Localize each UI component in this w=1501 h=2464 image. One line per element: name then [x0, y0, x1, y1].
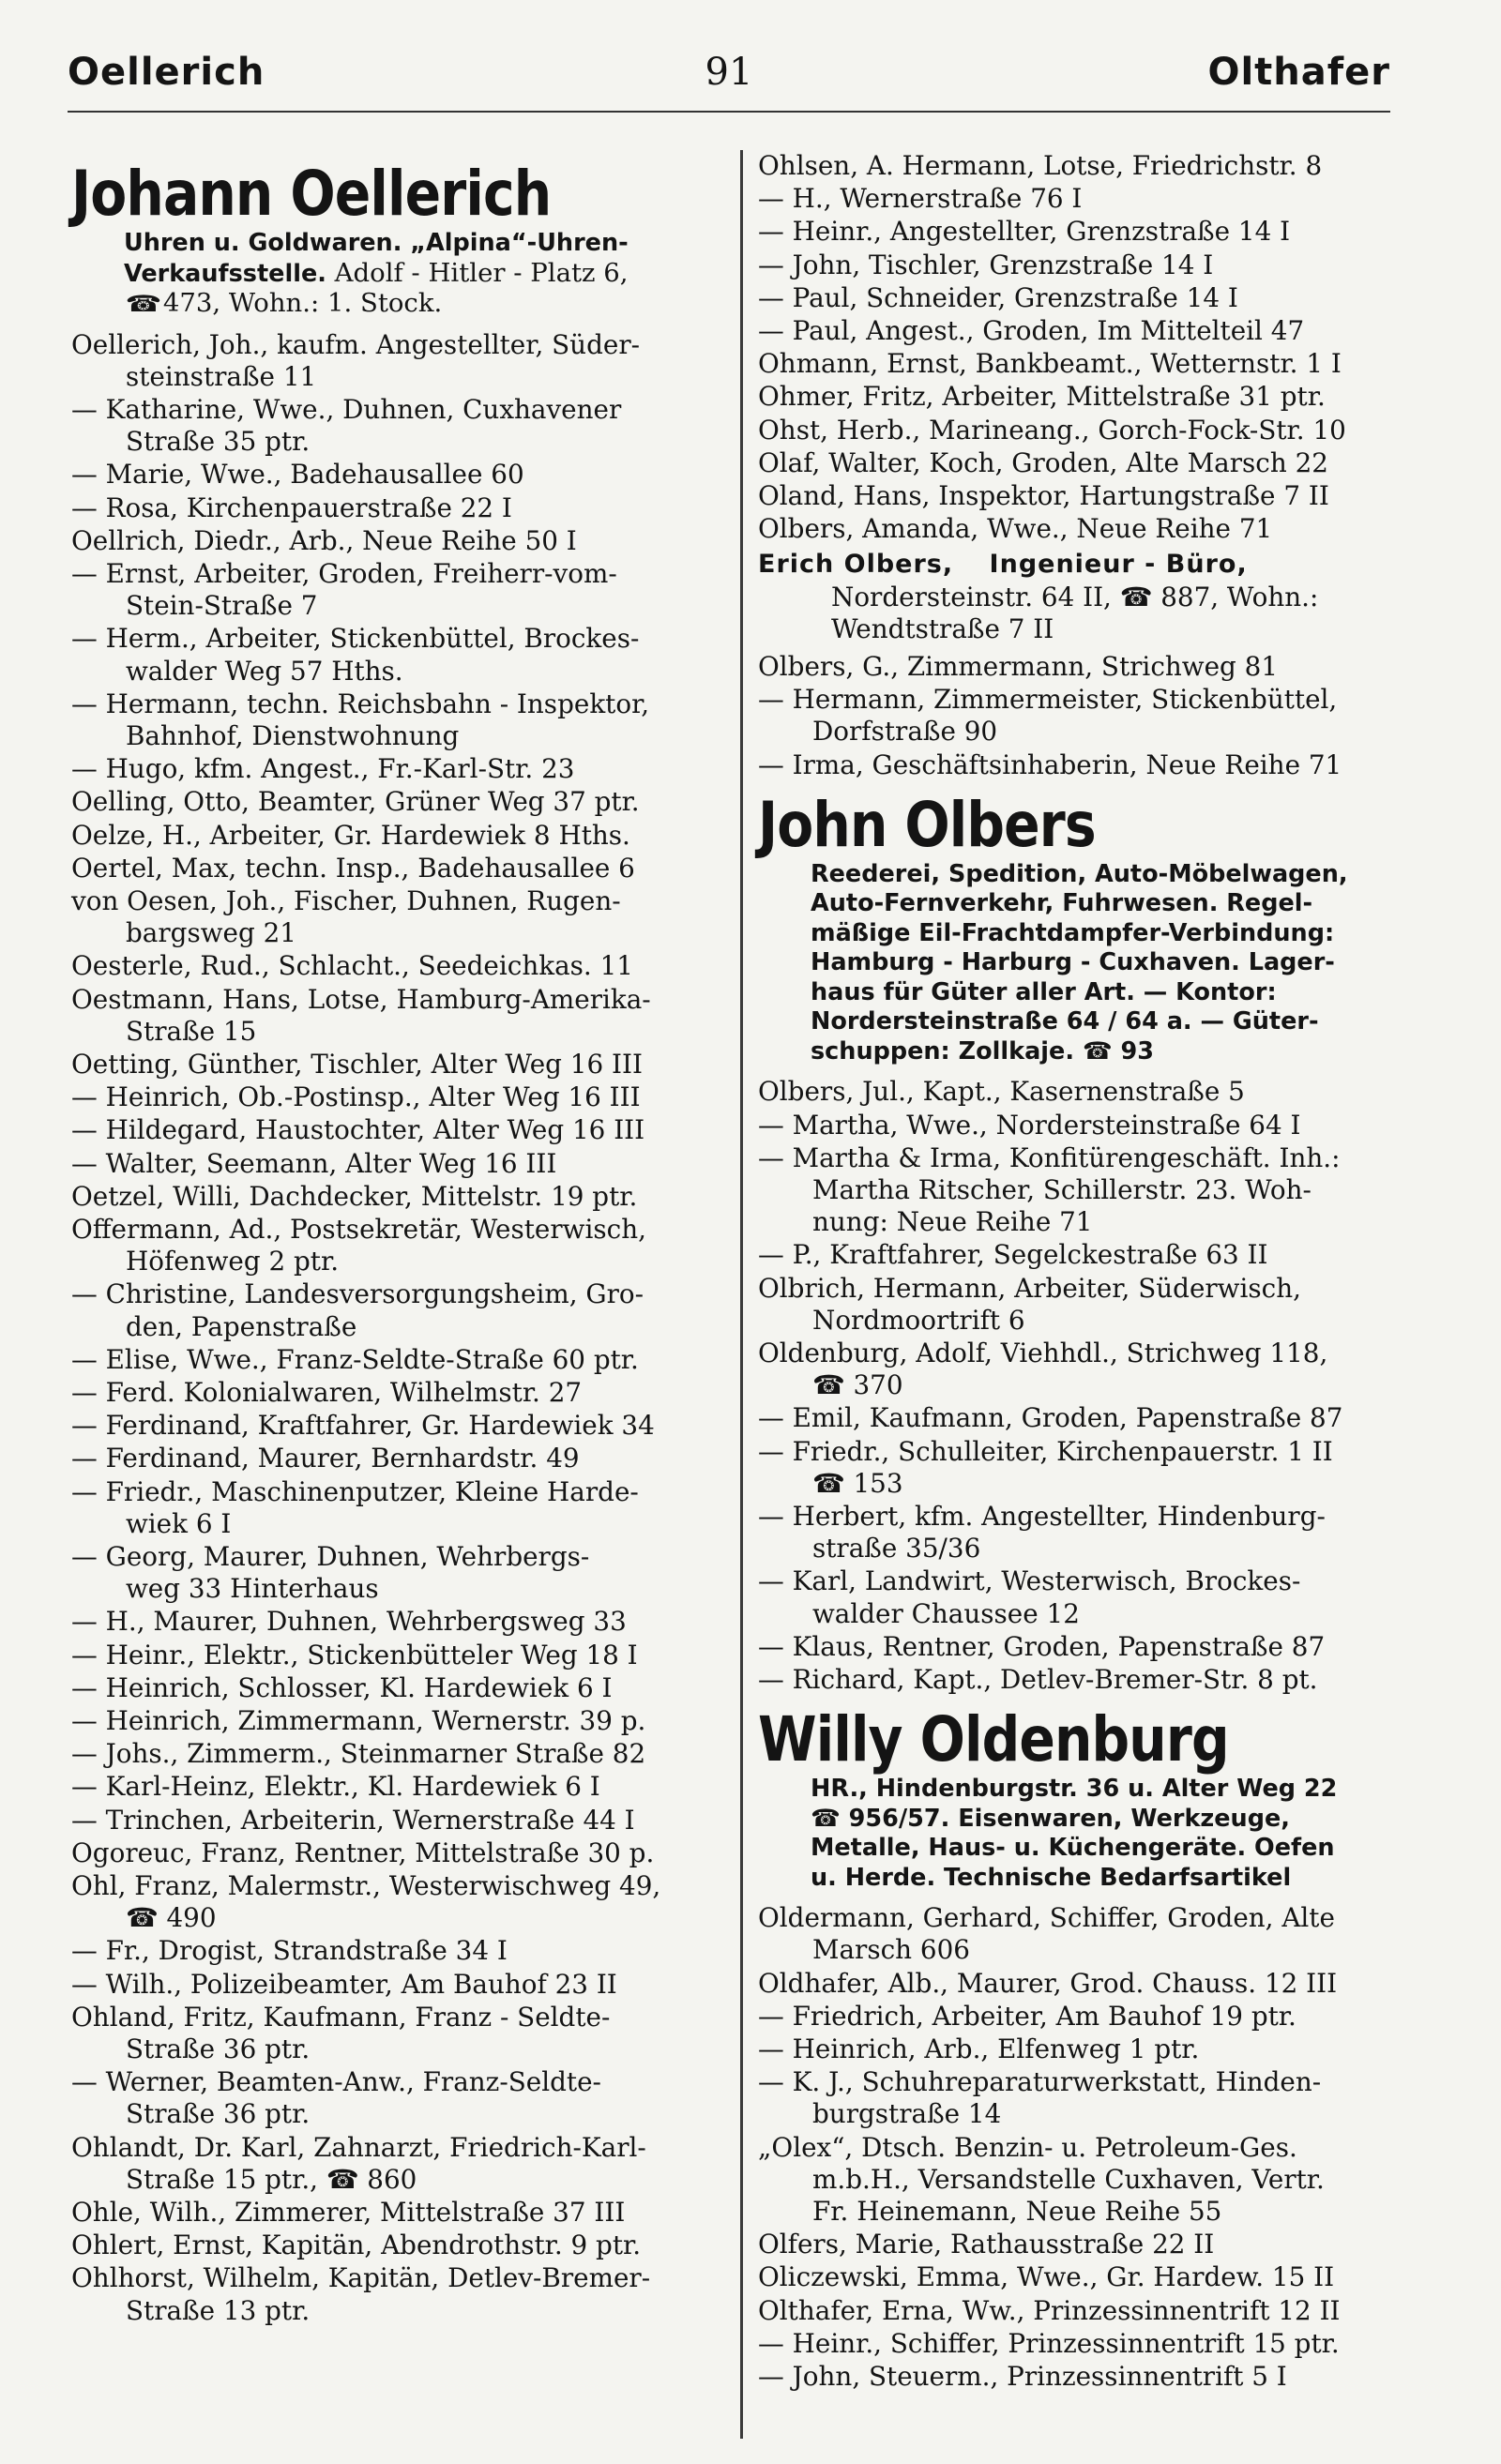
entry-line: — Irma, Geschäftsinhaberin, Neue Reihe 71 [758, 748, 1342, 780]
ad-name: Willy Oldenburg [758, 1703, 1229, 1776]
directory-entry [71, 950, 730, 982]
firm-line: Wendtstraße 7 II [831, 612, 1054, 644]
directory-entry [71, 558, 730, 622]
ad-line: ☎ 956/57. Eisenwaren, Werkzeuge, [811, 1804, 1290, 1833]
directory-entry [758, 684, 1415, 748]
directory-entry [71, 459, 730, 491]
entry-line: Nordmoortrift 6 [812, 1304, 1025, 1336]
entry-line: — Martha & Irma, Konfitürengeschäft. Inh.: [758, 1141, 1341, 1173]
directory-entry [71, 688, 730, 752]
entry-line: — Karl, Landwirt, Westerwisch, Brockes- [758, 1565, 1301, 1597]
directory-entry [71, 1640, 730, 1671]
directory-entry [758, 381, 1415, 413]
entry-line: Oland, Hans, Inspektor, Hartungstraße 7 II [758, 480, 1329, 512]
directory-entry [71, 1476, 730, 1540]
page-header [68, 45, 1390, 113]
directory-entry [71, 1935, 730, 1967]
entry-line: — Christine, Landesversorgungsheim, Gro- [71, 1278, 644, 1310]
entry-line: bargsweg 21 [126, 917, 296, 949]
ad-line: Adolf - Hitler - Platz 6, [326, 257, 629, 288]
ad-line: Reederei, Spedition, Auto-Möbelwagen, [811, 859, 1348, 888]
entry-line: — Karl-Heinz, Elektr., Kl. Hardewiek 6 I [71, 1771, 600, 1803]
entry-line: — P., Kraftfahrer, Segelckestraße 63 II [758, 1239, 1268, 1271]
entry-line: — H., Maurer, Duhnen, Wehrbergsweg 33 [71, 1606, 627, 1638]
entry-line: — Hugo, kfm. Angest., Fr.-Karl-Str. 23 [71, 753, 575, 785]
directory-entry [71, 1837, 730, 1869]
directory-entry [758, 1239, 1415, 1271]
directory-entry [758, 1902, 1415, 1966]
directory-entry [71, 1278, 730, 1342]
right-entry-list-3 [758, 1076, 1415, 1696]
entry-line: — Katharine, Wwe., Duhnen, Cuxhavener [71, 393, 622, 425]
entry-line: ☎ 153 [812, 1467, 903, 1499]
entry-line: — Walter, Seemann, Alter Weg 16 III [71, 1147, 557, 1179]
directory-entry [758, 282, 1415, 314]
ad-line: HR., Hindenburgstr. 36 u. Alter Weg 22 [811, 1775, 1338, 1804]
directory-entry [758, 150, 1415, 182]
left-column [71, 150, 730, 2328]
entry-line: — Paul, Schneider, Grenzstraße 14 I [758, 281, 1238, 313]
directory-entry [758, 1565, 1415, 1629]
entry-line: Oertel, Max, techn. Insp., Badehausallee 6 [71, 852, 635, 884]
directory-entry [758, 2295, 1415, 2327]
directory-entry [71, 2132, 730, 2196]
directory-entry [758, 2066, 1415, 2130]
directory-entry [758, 249, 1415, 281]
directory-entry [71, 1606, 730, 1638]
entry-line: — Hermann, Zimmermeister, Stickenbüttel, [758, 684, 1338, 716]
ad-line: 473, Wohn.: 1. Stock. [162, 288, 443, 318]
directory-entry [71, 1672, 730, 1704]
entry-line: — Emil, Kaufmann, Groden, Papenstraße 87 [758, 1402, 1343, 1434]
entry-line: ☎ 370 [812, 1369, 903, 1401]
directory-entry [758, 2361, 1415, 2393]
entry-line: — Heinr., Elektr., Stickenbütteler Weg 18 I [71, 1639, 638, 1670]
firm-name: Erich Olbers, [758, 550, 954, 580]
ad-line: haus für Güter aller Art. — Kontor: [811, 977, 1277, 1006]
entry-line: walder Chaussee 12 [812, 1597, 1080, 1629]
entry-line: — Ernst, Arbeiter, Groden, Freiherr-vom- [71, 557, 617, 589]
entry-line: — Friedr., Maschinenputzer, Kleine Harde- [71, 1475, 639, 1507]
entry-line: Oellerich, Joh., kaufm. Angestellter, Süder- [71, 328, 640, 360]
right-entry-list-2 [758, 651, 1415, 781]
directory-entry [71, 1541, 730, 1605]
entry-line: Bahnhof, Dienstwohnung [126, 719, 460, 751]
entry-line: den, Papenstraße [126, 1310, 357, 1342]
left-entry-list [71, 329, 730, 2327]
entry-line: — Heinrich, Schlosser, Kl. Hardewiek 6 I [71, 1671, 613, 1703]
directory-entry [758, 2229, 1415, 2260]
entry-line: — Herbert, kfm. Angestellter, Hindenburg- [758, 1501, 1326, 1532]
directory-entry [758, 513, 1415, 545]
directory-entry [758, 1664, 1415, 1696]
entry-line: — Elise, Wwe., Franz-Seldte-Straße 60 ptr. [71, 1343, 639, 1375]
entry-line: nung: Neue Reihe 71 [812, 1206, 1093, 1238]
ad-line: Auto-Fernverkehr, Fuhrwesen. Regel- [811, 889, 1313, 918]
directory-entry [758, 1338, 1415, 1401]
header-right-keyword: Olthafer [1207, 51, 1390, 94]
entry-line: Fr. Heinemann, Neue Reihe 55 [812, 2196, 1222, 2228]
ad-john-olbers [758, 788, 1415, 1067]
directory-entry [758, 1142, 1415, 1239]
entry-line: Oelze, H., Arbeiter, Gr. Hardewiek 8 Hths. [71, 819, 630, 851]
right-entry-list-1 [758, 150, 1415, 545]
entry-line: Straße 35 ptr. [126, 426, 311, 458]
directory-entry [71, 1377, 730, 1409]
directory-entry [758, 749, 1415, 781]
directory-entry [71, 1705, 730, 1737]
entry-line: Oesterle, Rud., Schlacht., Seedeichkas. 11 [71, 950, 633, 982]
entry-line: — Friedr., Schulleiter, Kirchenpauerstr. 1 II [758, 1435, 1333, 1467]
entry-line: Ogoreuc, Franz, Rentner, Mittelstraße 30 p. [71, 1837, 655, 1868]
entry-line: — Friedrich, Arbeiter, Am Bauhof 19 ptr. [758, 2000, 1296, 2032]
directory-entry [71, 492, 730, 524]
directory-entry [71, 1969, 730, 2001]
ad-line: mäßige Eil-Frachtdampfer-Verbindung: [811, 918, 1335, 947]
ad-line: Uhren u. Goldwaren. „Alpina“-Uhren- [124, 229, 629, 257]
ad-line: Hamburg - Harburg - Cuxhaven. Lager- [811, 948, 1335, 977]
directory-entry [71, 984, 730, 1048]
entry-line: — Fr., Drogist, Strandstraße 34 I [71, 1935, 508, 1967]
entry-line: steinstraße 11 [126, 360, 317, 392]
entry-line: — Marie, Wwe., Badehausallee 60 [71, 459, 524, 491]
directory-entry [71, 753, 730, 785]
entry-line: — Heinr., Schiffer, Prinzessinnentrift 15 ptr. [758, 2327, 1340, 2359]
entry-line: Oetzel, Willi, Dachdecker, Mittelstr. 19 ptr. [71, 1180, 638, 1212]
entry-line: Ohlandt, Dr. Karl, Zahnarzt, Friedrich-Karl- [71, 2131, 646, 2163]
directory-entry [71, 1738, 730, 1770]
entry-line: von Oesen, Joh., Fischer, Duhnen, Rugen- [71, 884, 621, 916]
directory-entry [71, 525, 730, 557]
entry-line: Olbers, Amanda, Wwe., Neue Reihe 71 [758, 513, 1273, 545]
directory-entry [71, 1344, 730, 1376]
entry-line: Straße 15 [126, 1015, 257, 1047]
directory-entry [758, 216, 1415, 248]
firm-address [758, 582, 1415, 645]
entry-line: — Paul, Angest., Groden, Im Mittelteil 47 [758, 315, 1305, 347]
entry-line: Ohle, Wilh., Zimmerer, Mittelstraße 37 III [71, 2197, 626, 2229]
entry-line: — Heinrich, Arb., Elfenweg 1 ptr. [758, 2033, 1200, 2065]
directory-entry [71, 1081, 730, 1113]
directory-entry [758, 1273, 1415, 1337]
entry-line: „Olex“, Dtsch. Benzin- u. Petroleum-Ges. [758, 2131, 1297, 2163]
ad-johann-oellerich [71, 159, 730, 320]
right-entry-list-4 [758, 1902, 1415, 2393]
directory-entry [758, 1501, 1415, 1565]
ad-text [758, 860, 1415, 1067]
entry-line: ☎ 490 [126, 1902, 217, 1934]
entry-line: Oldenburg, Adolf, Viehhdl., Strichweg 118, [758, 1337, 1328, 1368]
directory-entry [71, 1771, 730, 1803]
firm-heading [758, 549, 1415, 581]
directory-entry [71, 885, 730, 949]
entry-line: Höfenweg 2 ptr. [126, 1246, 340, 1277]
ad-erich-olbers [758, 549, 1415, 645]
entry-line: — Trinchen, Arbeiterin, Wernerstraße 44 I [71, 1804, 635, 1836]
ad-name: John Olbers [758, 788, 1096, 861]
page-number: 91 [705, 51, 753, 94]
directory-entry [71, 1181, 730, 1213]
entry-line: — Werner, Beamten-Anw., Franz-Seldte- [71, 2066, 601, 2098]
directory-entry [71, 2197, 730, 2229]
ad-line: schuppen: Zollkaje. ☎ 93 [811, 1036, 1155, 1066]
directory-entry [71, 2230, 730, 2261]
directory-entry [758, 1110, 1415, 1141]
entry-line: Oldhafer, Alb., Maurer, Grod. Chauss. 12 III [758, 1967, 1338, 1999]
firm-line: Nordersteinstr. 64 II, ☎ 887, Wohn.: [831, 581, 1319, 612]
entry-line: Stein-Straße 7 [126, 590, 318, 622]
firm-title: Ingenieur - Büro, [989, 550, 1248, 580]
entry-line: — Klaus, Rentner, Groden, Papenstraße 87 [758, 1630, 1326, 1662]
directory-entry [71, 2066, 730, 2130]
entry-line: Olbers, Jul., Kapt., Kasernenstraße 5 [758, 1076, 1245, 1108]
entry-line: Oetting, Günther, Tischler, Alter Weg 16 III [71, 1048, 643, 1080]
entry-line: Ohland, Fritz, Kaufmann, Franz - Seldte- [71, 2001, 611, 2033]
directory-entry [71, 1410, 730, 1442]
directory-entry [71, 329, 730, 393]
entry-line: Ohlert, Ernst, Kapitän, Abendrothstr. 9 ptr. [71, 2230, 642, 2261]
entry-line: — Hildegard, Haustochter, Alter Weg 16 III [71, 1114, 645, 1146]
entry-line: Olfers, Marie, Rathausstraße 22 II [758, 2229, 1215, 2260]
directory-entry [758, 1402, 1415, 1434]
entry-line: — Heinrich, Zimmermann, Wernerstr. 39 p. [71, 1705, 646, 1737]
ad-name: Johann Oellerich [71, 158, 552, 230]
directory-entry [71, 1214, 730, 1277]
entry-line: Ohlhorst, Wilhelm, Kapitän, Detlev-Bremer- [71, 2262, 651, 2294]
directory-entry [71, 786, 730, 818]
ad-text [758, 1775, 1415, 1893]
directory-entry [758, 2328, 1415, 2360]
directory-entry [71, 1114, 730, 1146]
entry-line: burgstraße 14 [812, 2098, 1002, 2130]
entry-line: — K. J., Schuhreparaturwerkstatt, Hinden- [758, 2066, 1322, 2098]
directory-entry [758, 2033, 1415, 2065]
entry-line: — Martha, Wwe., Nordersteinstraße 64 I [758, 1109, 1301, 1141]
directory-entry [71, 1805, 730, 1837]
entry-line: straße 35/36 [812, 1533, 981, 1565]
entry-line: — Wilh., Polizeibeamter, Am Bauhof 23 II [71, 1968, 617, 2000]
entry-line: Oliczewski, Emma, Wwe., Gr. Hardew. 15 II [758, 2261, 1335, 2293]
entry-line: — Heinrich, Ob.-Postinsp., Alter Weg 16 III [71, 1081, 641, 1113]
entry-line: Oelling, Otto, Beamter, Grüner Weg 37 ptr. [71, 786, 640, 818]
entry-line: wiek 6 I [126, 1507, 232, 1539]
entry-line: — Richard, Kapt., Detlev-Bremer-Str. 8 pt. [758, 1664, 1318, 1696]
telephone-icon: ☎ [125, 291, 162, 317]
entry-line: Straße 13 ptr. [126, 2294, 311, 2326]
ad-willy-oldenburg [758, 1705, 1415, 1893]
directory-entry [71, 2262, 730, 2326]
entry-line: — Georg, Maurer, Duhnen, Wehrbergs- [71, 1541, 590, 1573]
entry-line: Ohst, Herb., Marineang., Gorch-Fock-Str. 10 [758, 414, 1346, 446]
entry-line: — H., Wernerstraße 76 I [758, 183, 1083, 215]
entry-line: — Johs., Zimmerm., Steinmarner Straße 82 [71, 1738, 646, 1770]
directory-entry [758, 480, 1415, 512]
directory-entry [71, 394, 730, 458]
directory-entry [71, 1049, 730, 1081]
right-column [758, 150, 1415, 2394]
ad-line: Nordersteinstraße 64 / 64 a. — Güter- [811, 1007, 1319, 1036]
entry-line: Oellrich, Diedr., Arb., Neue Reihe 50 I [71, 524, 577, 556]
directory-entry [758, 1968, 1415, 2000]
entry-line: Olbrich, Hermann, Arbeiter, Süderwisch, [758, 1272, 1301, 1304]
entry-line: Martha Ritscher, Schillerstr. 23. Woh- [812, 1173, 1311, 1205]
entry-line: — Hermann, techn. Reichsbahn - Inspektor, [71, 688, 650, 719]
entry-line: — Ferd. Kolonialwaren, Wilhelmstr. 27 [71, 1377, 583, 1408]
directory-entry [71, 1870, 730, 1934]
directory-entry [758, 2001, 1415, 2033]
entry-line: — John, Steuerm., Prinzessinnentrift 5 I [758, 2361, 1287, 2393]
directory-entry [758, 2261, 1415, 2293]
directory-entry [71, 2002, 730, 2065]
header-left-keyword: Oellerich [68, 51, 265, 94]
entry-line: Straße 15 ptr., ☎ 860 [126, 2163, 417, 2195]
directory-entry [758, 1631, 1415, 1663]
entry-line: Marsch 606 [812, 1934, 970, 1966]
directory-entry [758, 1436, 1415, 1500]
entry-line: walder Weg 57 Hths. [126, 655, 403, 687]
entry-line: m.b.H., Versandstelle Cuxhaven, Vertr. [812, 2163, 1325, 2195]
entry-line: Straße 36 ptr. [126, 2098, 311, 2130]
directory-entry [758, 183, 1415, 215]
entry-line: Dorfstraße 90 [812, 716, 998, 748]
entry-line: Ohlsen, A. Hermann, Lotse, Friedrichstr. 8 [758, 150, 1323, 181]
column-divider [740, 150, 743, 2439]
ad-line: u. Herde. Technische Bedarfsartikel [811, 1863, 1292, 1892]
entry-line: Offermann, Ad., Postsekretär, Westerwisch, [71, 1213, 646, 1245]
entry-line: — Ferdinand, Maurer, Bernhardstr. 49 [71, 1443, 580, 1474]
directory-entry [71, 853, 730, 884]
entry-line: — Heinr., Angestellter, Grenzstraße 14 I [758, 216, 1291, 248]
ad-line: Metalle, Haus- u. Küchengeräte. Oefen [811, 1834, 1335, 1863]
directory-entry [758, 447, 1415, 479]
entry-line: Oestmann, Hans, Lotse, Hamburg-Amerika- [71, 983, 651, 1015]
directory-entry [758, 1076, 1415, 1108]
entry-line: Oldermann, Gerhard, Schiffer, Groden, Alte [758, 1902, 1335, 1934]
entry-line: — Ferdinand, Kraftfahrer, Gr. Hardewiek 34 [71, 1410, 655, 1442]
directory-entry [71, 820, 730, 852]
entry-line: Straße 36 ptr. [126, 2033, 311, 2065]
entry-line: Ohmer, Fritz, Arbeiter, Mittelstraße 31 ptr. [758, 381, 1326, 413]
ad-text [71, 229, 730, 320]
entry-line: Olaf, Walter, Koch, Groden, Alte Marsch 22 [758, 446, 1328, 478]
entry-line: Olthafer, Erna, Ww., Prinzessinnentrift 12 II [758, 2294, 1341, 2326]
directory-entry [758, 415, 1415, 446]
entry-line: weg 33 Hinterhaus [126, 1573, 379, 1605]
entry-line: Olbers, G., Zimmermann, Strichweg 81 [758, 651, 1279, 683]
directory-entry [758, 315, 1415, 347]
directory-entry [71, 1148, 730, 1180]
directory-entry [758, 2132, 1415, 2229]
directory-entry [71, 1443, 730, 1474]
entry-line: — John, Tischler, Grenzstraße 14 I [758, 249, 1214, 280]
directory-entry [71, 623, 730, 687]
directory-entry [758, 348, 1415, 380]
entry-line: Ohmann, Ernst, Bankbeamt., Wetternstr. 1 I [758, 348, 1342, 380]
directory-entry [758, 651, 1415, 683]
entry-line: — Herm., Arbeiter, Stickenbüttel, Brockes- [71, 623, 640, 655]
entry-line: Ohl, Franz, Malermstr., Westerwischweg 49, [71, 1870, 661, 1902]
entry-line: — Rosa, Kirchenpauerstraße 22 I [71, 491, 512, 523]
ad-line: Verkaufsstelle. [124, 259, 326, 288]
